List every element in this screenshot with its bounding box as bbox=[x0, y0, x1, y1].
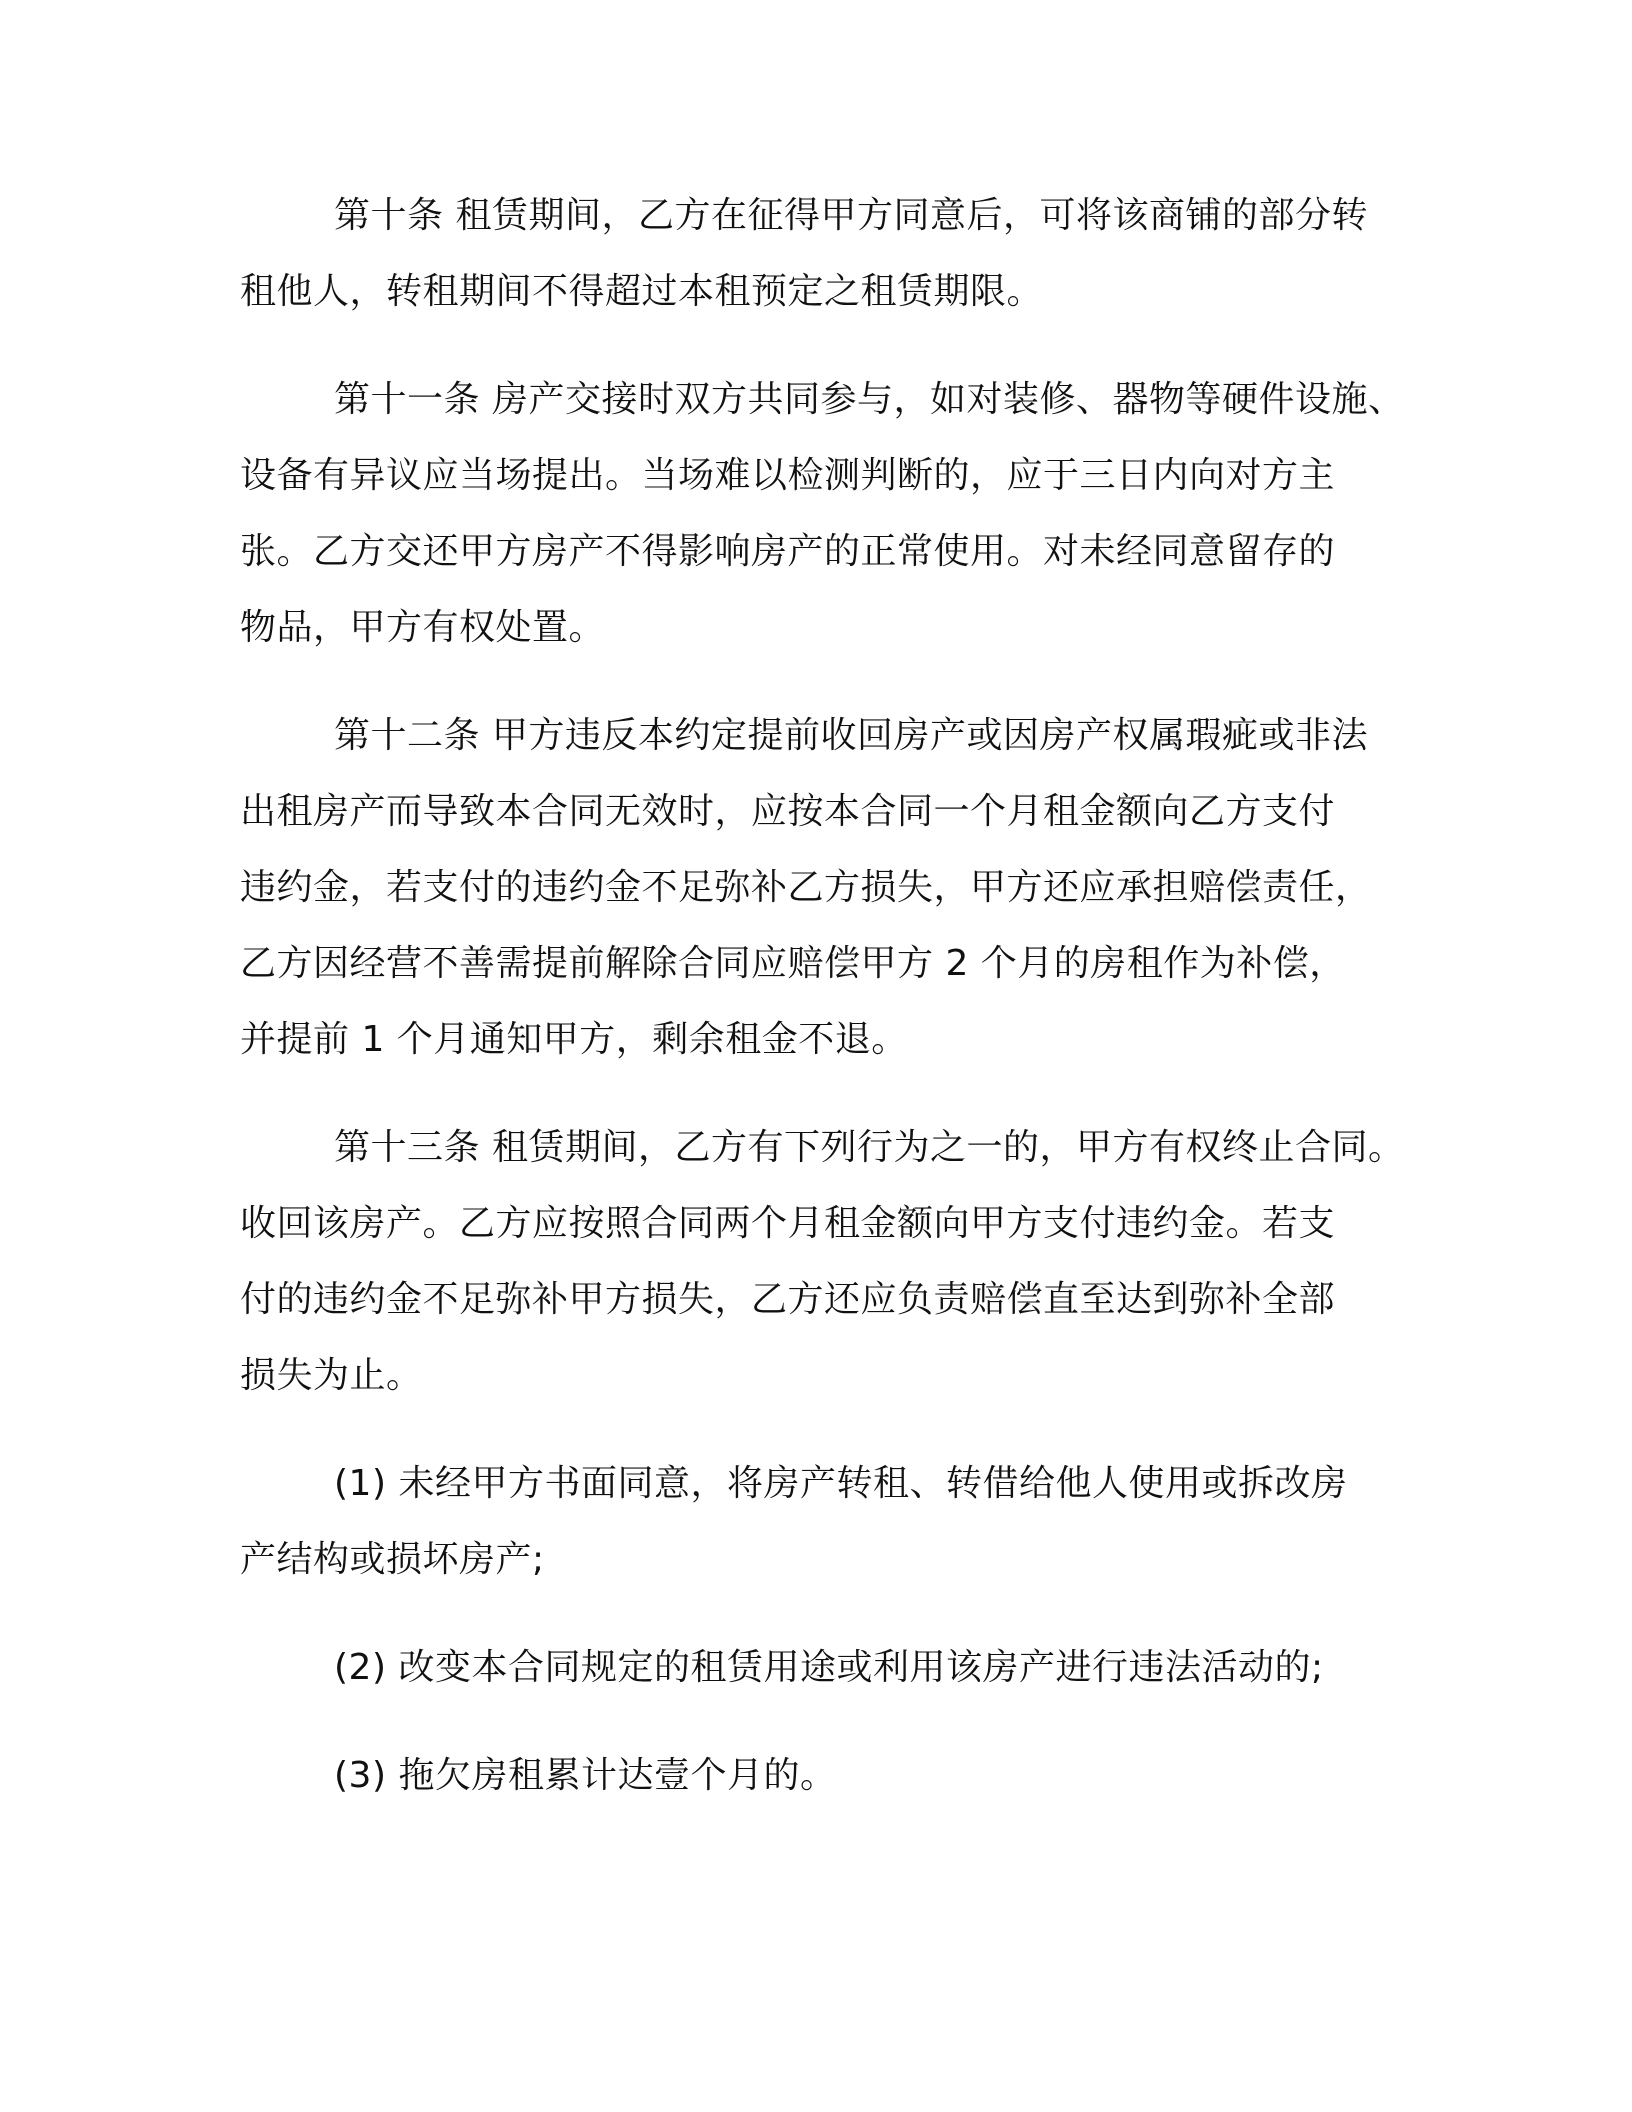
article-13-line-1: 第十三条 租赁期间，乙方有下列行为之一的，甲方有权终止合同。 bbox=[334, 1127, 1405, 1168]
article-11-line-3: 张。乙方交还甲方房产不得影响房产的正常使用。对未经同意留存的 bbox=[240, 531, 1336, 572]
article-12-line-3: 违约金，若支付的违约金不足弥补乙方损失，甲方还应承担赔偿责任， bbox=[240, 867, 1372, 908]
article-12-line-5: 并提前 1 个月通知甲方，剩余租金不退。 bbox=[240, 1019, 908, 1060]
item-1-line-1: (1) 未经甲方书面同意，将房产转租、转借给他人使用或拆改房 bbox=[334, 1463, 1348, 1504]
item-2-line: (2) 改变本合同规定的租赁用途或利用该房产进行违法活动的; bbox=[334, 1647, 1324, 1688]
article-10-line-2: 租他人，转租期间不得超过本租预定之租赁期限。 bbox=[240, 271, 1044, 312]
article-12-line-4: 乙方因经营不善需提前解除合同应赔偿甲方 2 个月的房租作为补偿， bbox=[240, 943, 1346, 984]
article-10-line-1: 第十条 租赁期间，乙方在征得甲方同意后，可将该商铺的部分转 bbox=[334, 195, 1368, 236]
article-13-line-2: 收回该房产。乙方应按照合同两个月租金额向甲方支付违约金。若支 bbox=[240, 1203, 1336, 1244]
item-3-line: (3) 拖欠房租累计达壹个月的。 bbox=[334, 1755, 837, 1796]
article-13-line-4: 损失为止。 bbox=[240, 1355, 423, 1396]
article-11-line-4: 物品，甲方有权处置。 bbox=[240, 607, 606, 648]
article-11-line-1: 第十一条 房产交接时双方共同参与，如对装修、器物等硬件设施、 bbox=[334, 379, 1405, 420]
article-11-line-2: 设备有异议应当场提出。当场难以检测判断的，应于三日内向对方主 bbox=[240, 455, 1336, 496]
article-13-line-3: 付的违约金不足弥补甲方损失，乙方还应负责赔偿直至达到弥补全部 bbox=[240, 1279, 1336, 1320]
article-12-line-2: 出租房产而导致本合同无效时，应按本合同一个月租金额向乙方支付 bbox=[240, 791, 1336, 832]
item-1-line-2: 产结构或损坏房产; bbox=[240, 1539, 545, 1580]
article-12-line-1: 第十二条 甲方违反本约定提前收回房产或因房产权属瑕疵或非法 bbox=[334, 715, 1368, 756]
